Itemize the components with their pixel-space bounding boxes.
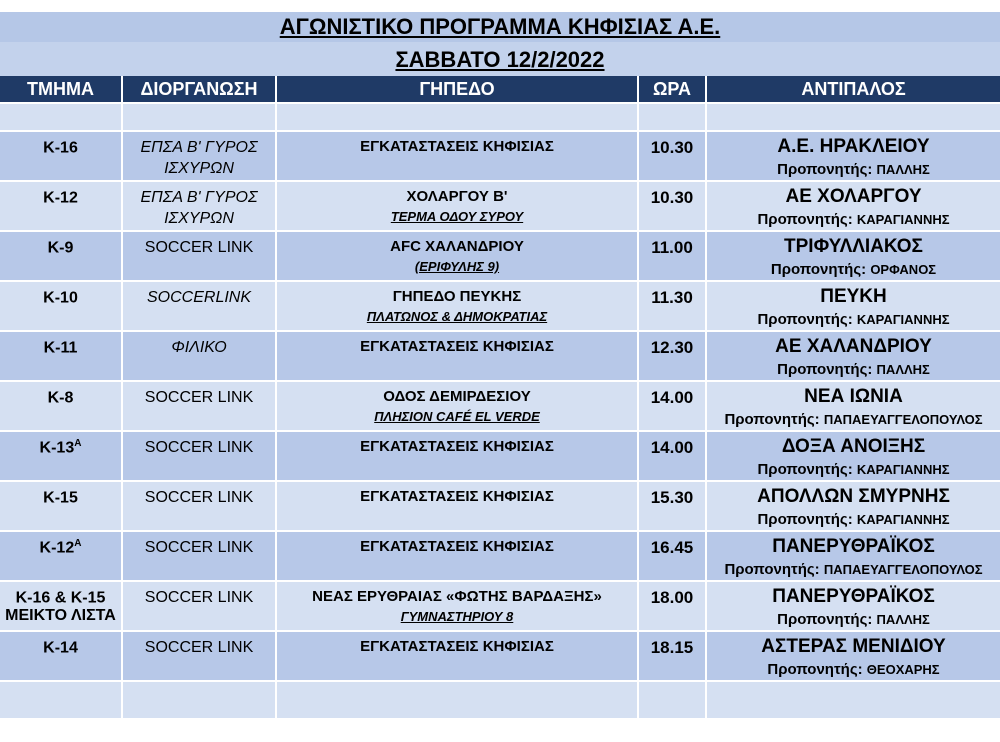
opponent-cell bbox=[706, 431, 1000, 481]
team-cell bbox=[0, 331, 122, 381]
opponent-cell bbox=[706, 381, 1000, 431]
coach-name: ΚΑΡΑΓΙΑΝΝΗΣ bbox=[856, 462, 950, 477]
time-cell bbox=[638, 231, 706, 281]
team-label: Κ-8 bbox=[47, 389, 74, 407]
coach-prefix: Προπονητής: bbox=[777, 161, 873, 178]
venue-name: ΧΟΛΑΡΓΟΥ Β' bbox=[406, 188, 508, 205]
competition-label: SOCCERLINK bbox=[146, 289, 252, 306]
venue-address: ΓΥΜΝΑΣΤΗΡΙΟΥ 8 bbox=[400, 609, 514, 624]
time-label: 11.00 bbox=[651, 238, 693, 257]
table-row bbox=[0, 631, 1000, 681]
coach-line bbox=[707, 161, 1000, 178]
column-header-venue: ΓΗΠΕΔΟ bbox=[276, 76, 638, 103]
time-label: 18.00 bbox=[650, 588, 694, 607]
team-cell bbox=[0, 181, 122, 231]
coach-prefix: Προπονητής: bbox=[770, 261, 867, 278]
competition-cell bbox=[122, 631, 276, 681]
coach-line bbox=[707, 311, 1000, 328]
time-cell bbox=[638, 281, 706, 331]
team-label: Κ-12 bbox=[43, 189, 78, 207]
time-label: 15.30 bbox=[650, 488, 694, 507]
team-label: Κ-15 bbox=[43, 489, 78, 507]
header-row bbox=[0, 76, 1000, 103]
competition-label: SOCCER LINK bbox=[144, 239, 254, 256]
coach-name: ΠΑΛΛΗΣ bbox=[876, 162, 930, 177]
coach-line bbox=[707, 361, 1000, 378]
venue-cell bbox=[276, 281, 638, 331]
time-label: 16.45 bbox=[650, 538, 694, 557]
team-label: Κ-9 bbox=[47, 239, 74, 257]
schedule-sheet bbox=[0, 12, 1000, 742]
venue-cell bbox=[276, 131, 638, 181]
competition-cell bbox=[122, 431, 276, 481]
opponent-name: ΤΡΙΦΥΛΛΙΑΚΟΣ bbox=[784, 236, 923, 257]
opponent-cell bbox=[706, 131, 1000, 181]
team-cell bbox=[0, 381, 122, 431]
coach-prefix: Προπονητής: bbox=[724, 561, 820, 578]
team-cell bbox=[0, 531, 122, 581]
time-label: 14.00 bbox=[650, 388, 694, 407]
coach-name: ΟΡΦΑΝΟΣ bbox=[870, 262, 937, 277]
competition-label: ΕΠΣΑ Β' ΓΥΡΟΣ ΙΣΧΥΡΩΝ bbox=[140, 189, 258, 227]
time-cell bbox=[638, 331, 706, 381]
venue-name: ΟΔΟΣ ΔΕΜΙΡΔΕΣΙΟΥ bbox=[383, 388, 531, 405]
opponent-cell bbox=[706, 281, 1000, 331]
time-cell bbox=[638, 431, 706, 481]
team-label: Κ-14 bbox=[43, 639, 78, 657]
venue-name: AFC ΧΑΛΑΝΔΡΙΟΥ bbox=[390, 238, 524, 255]
time-label: 10.30 bbox=[650, 138, 694, 157]
schedule-table bbox=[0, 76, 1000, 718]
column-header-competition: ΔΙΟΡΓΑΝΩΣΗ bbox=[122, 76, 276, 103]
opponent-name: ΔΟΞΑ ΑΝΟΙΞΗΣ bbox=[781, 436, 926, 457]
time-cell bbox=[638, 181, 706, 231]
venue-name: ΕΓΚΑΤΑΣΤΑΣΕΙΣ ΚΗΦΙΣΙΑΣ bbox=[360, 338, 554, 355]
competition-cell bbox=[122, 331, 276, 381]
table-row bbox=[0, 231, 1000, 281]
coach-name: ΘΕΟΧΑΡΗΣ bbox=[866, 662, 940, 677]
competition-label: SOCCER LINK bbox=[144, 439, 254, 456]
venue-address: (ΕΡΙΦΥΛΗΣ 9) bbox=[414, 259, 500, 274]
table-row bbox=[0, 381, 1000, 431]
venue-cell bbox=[276, 531, 638, 581]
coach-name: ΠΑΛΛΗΣ bbox=[876, 612, 930, 627]
coach-prefix: Προπονητής: bbox=[767, 661, 863, 678]
coach-line bbox=[707, 661, 1000, 678]
venue-name: ΝΕΑΣ ΕΡΥΘΡΑΙΑΣ «ΦΩΤΗΣ ΒΑΡΔΑΞΗΣ» bbox=[312, 588, 602, 605]
team-label: Κ-16 bbox=[43, 139, 78, 157]
competition-cell bbox=[122, 581, 276, 631]
team-cell bbox=[0, 431, 122, 481]
coach-line bbox=[707, 211, 1000, 228]
column-header-time: ΩΡΑ bbox=[638, 76, 706, 103]
column-header-opponent: ΑΝΤΙΠΑΛΟΣ bbox=[706, 76, 1000, 103]
opponent-cell bbox=[706, 181, 1000, 231]
venue-name: ΓΗΠΕΔΟ ΠΕΥΚΗΣ bbox=[392, 288, 522, 305]
opponent-name: ΠΑΝΕΡΥΘΡΑΪΚΟΣ bbox=[772, 586, 935, 607]
coach-prefix: Προπονητής: bbox=[777, 611, 873, 628]
opponent-name: ΠΑΝΕΡΥΘΡΑΪΚΟΣ bbox=[772, 536, 935, 557]
time-cell bbox=[638, 481, 706, 531]
coach-line bbox=[707, 611, 1000, 628]
competition-cell bbox=[122, 181, 276, 231]
team-cell bbox=[0, 581, 122, 631]
venue-address: ΠΛΗΣΙΟΝ CAFÉ EL VERDE bbox=[374, 409, 540, 424]
competition-cell bbox=[122, 381, 276, 431]
opponent-name: ΝΕΑ ΙΩΝΙΑ bbox=[804, 386, 903, 407]
time-cell bbox=[638, 531, 706, 581]
time-label: 12.30 bbox=[650, 338, 694, 357]
opponent-name: ΑΣΤΕΡΑΣ ΜΕΝΙΔΙΟΥ bbox=[761, 636, 946, 657]
coach-line bbox=[707, 461, 1000, 478]
competition-cell bbox=[122, 131, 276, 181]
time-label: 14.00 bbox=[650, 438, 694, 457]
venue-address: ΠΛΑΤΩΝΟΣ & ΔΗΜΟΚΡΑΤΙΑΣ bbox=[366, 309, 548, 324]
venue-cell bbox=[276, 581, 638, 631]
time-label: 11.30 bbox=[651, 288, 693, 307]
venue-name: ΕΓΚΑΤΑΣΤΑΣΕΙΣ ΚΗΦΙΣΙΑΣ bbox=[360, 138, 554, 155]
competition-label: SOCCER LINK bbox=[144, 639, 254, 656]
time-cell bbox=[638, 631, 706, 681]
team-cell bbox=[0, 631, 122, 681]
page-title: ΑΓΩΝΙΣΤΙΚΟ ΠΡΟΓΡΑΜΜΑ ΚΗΦΙΣΙΑΣ Α.Ε. bbox=[0, 12, 1000, 42]
coach-prefix: Προπονητής: bbox=[757, 461, 853, 478]
opponent-name: ΠΕΥΚΗ bbox=[820, 286, 887, 307]
table-row bbox=[0, 281, 1000, 331]
competition-label: SOCCER LINK bbox=[144, 589, 254, 606]
team-secondary-label: ΜΕΙΚΤΟ ΛΙΣΤΑ bbox=[5, 607, 116, 625]
opponent-cell bbox=[706, 481, 1000, 531]
time-cell bbox=[638, 381, 706, 431]
opponent-cell bbox=[706, 581, 1000, 631]
team-label: Κ-12 bbox=[39, 539, 75, 557]
team-cell bbox=[0, 281, 122, 331]
opponent-name: ΑΕ ΧΑΛΑΝΔΡΙΟΥ bbox=[775, 336, 932, 357]
venue-name: ΕΓΚΑΤΑΣΤΑΣΕΙΣ ΚΗΦΙΣΙΑΣ bbox=[360, 488, 554, 505]
team-superscript: Α bbox=[74, 538, 82, 549]
team-cell bbox=[0, 231, 122, 281]
competition-label: ΕΠΣΑ Β' ΓΥΡΟΣ ΙΣΧΥΡΩΝ bbox=[140, 139, 258, 177]
venue-cell bbox=[276, 181, 638, 231]
team-cell bbox=[0, 481, 122, 531]
opponent-cell bbox=[706, 231, 1000, 281]
team-label: Κ-16 & Κ-15 bbox=[15, 589, 106, 607]
venue-name: ΕΓΚΑΤΑΣΤΑΣΕΙΣ ΚΗΦΙΣΙΑΣ bbox=[360, 538, 554, 555]
venue-cell bbox=[276, 381, 638, 431]
opponent-name: ΑΕ ΧΟΛΑΡΓΟΥ bbox=[785, 186, 922, 207]
time-label: 18.15 bbox=[650, 638, 694, 657]
table-row bbox=[0, 331, 1000, 381]
venue-cell bbox=[276, 431, 638, 481]
team-cell bbox=[0, 131, 122, 181]
venue-name: ΕΓΚΑΤΑΣΤΑΣΕΙΣ ΚΗΦΙΣΙΑΣ bbox=[360, 438, 554, 455]
team-label: Κ-11 bbox=[43, 339, 78, 357]
time-label: 10.30 bbox=[650, 188, 694, 207]
schedule-date: ΣΑΒΒΑΤΟ 12/2/2022 bbox=[0, 42, 1000, 76]
venue-name: ΕΓΚΑΤΑΣΤΑΣΕΙΣ ΚΗΦΙΣΙΑΣ bbox=[360, 638, 554, 655]
time-cell bbox=[638, 131, 706, 181]
competition-label: ΦΙΛΙΚΟ bbox=[171, 339, 227, 356]
opponent-cell bbox=[706, 331, 1000, 381]
coach-line bbox=[707, 511, 1000, 528]
team-label: Κ-10 bbox=[43, 289, 78, 307]
coach-name: ΚΑΡΑΓΙΑΝΝΗΣ bbox=[856, 212, 950, 227]
venue-address: ΤΕΡΜΑ ΟΔΟΥ ΣΥΡΟΥ bbox=[390, 209, 524, 224]
coach-prefix: Προπονητής: bbox=[757, 511, 853, 528]
coach-prefix: Προπονητής: bbox=[757, 211, 853, 228]
blank-row bbox=[0, 681, 1000, 718]
opponent-name: Α.Ε. ΗΡΑΚΛΕΙΟΥ bbox=[777, 136, 930, 157]
competition-label: SOCCER LINK bbox=[144, 389, 254, 406]
coach-line bbox=[707, 561, 1000, 578]
competition-cell bbox=[122, 231, 276, 281]
coach-name: ΠΑΛΛΗΣ bbox=[876, 362, 930, 377]
coach-prefix: Προπονητής: bbox=[757, 311, 853, 328]
coach-line bbox=[707, 261, 1000, 278]
table-row bbox=[0, 481, 1000, 531]
table-row bbox=[0, 131, 1000, 181]
table-row bbox=[0, 181, 1000, 231]
venue-cell bbox=[276, 481, 638, 531]
competition-cell bbox=[122, 481, 276, 531]
blank-row bbox=[0, 103, 1000, 131]
venue-cell bbox=[276, 331, 638, 381]
competition-label: SOCCER LINK bbox=[144, 489, 254, 506]
coach-name: ΠΑΠΑΕΥΑΓΓΕΛΟΠΟΥΛΟΣ bbox=[823, 562, 983, 577]
table-row bbox=[0, 431, 1000, 481]
table-row bbox=[0, 581, 1000, 631]
time-cell bbox=[638, 581, 706, 631]
team-superscript: Α bbox=[74, 438, 82, 449]
competition-cell bbox=[122, 531, 276, 581]
coach-line bbox=[707, 411, 1000, 428]
team-label: Κ-13 bbox=[39, 439, 75, 457]
coach-name: ΚΑΡΑΓΙΑΝΝΗΣ bbox=[856, 512, 950, 527]
column-header-team: ΤΜΗΜΑ bbox=[0, 76, 122, 103]
coach-name: ΠΑΠΑΕΥΑΓΓΕΛΟΠΟΥΛΟΣ bbox=[823, 412, 983, 427]
coach-prefix: Προπονητής: bbox=[777, 361, 873, 378]
opponent-cell bbox=[706, 631, 1000, 681]
coach-prefix: Προπονητής: bbox=[724, 411, 820, 428]
coach-name: ΚΑΡΑΓΙΑΝΝΗΣ bbox=[856, 312, 950, 327]
opponent-cell bbox=[706, 531, 1000, 581]
competition-cell bbox=[122, 281, 276, 331]
venue-cell bbox=[276, 631, 638, 681]
competition-label: SOCCER LINK bbox=[144, 539, 254, 556]
opponent-name: ΑΠΟΛΛΩΝ ΣΜΥΡΝΗΣ bbox=[757, 486, 950, 507]
table-row bbox=[0, 531, 1000, 581]
venue-cell bbox=[276, 231, 638, 281]
